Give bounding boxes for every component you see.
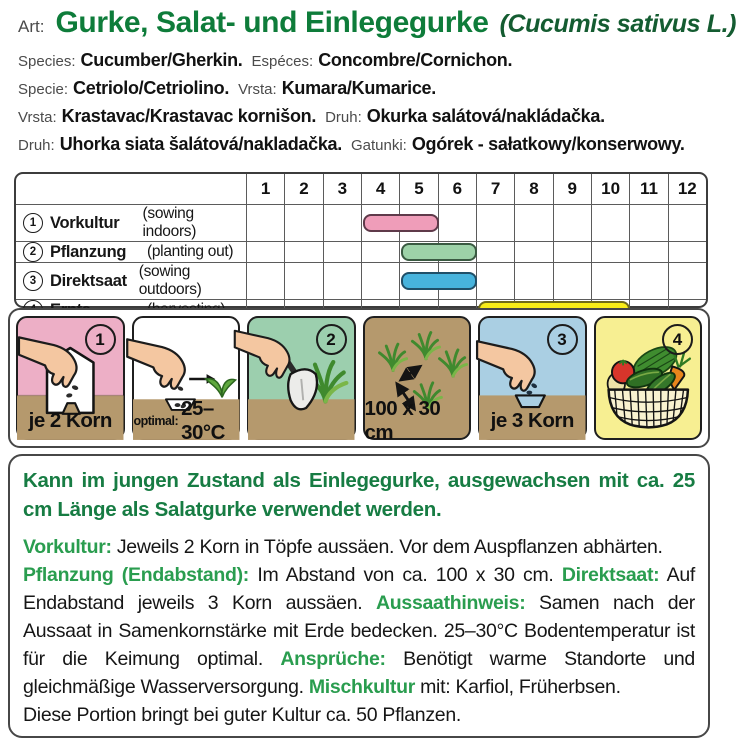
month-cell (553, 205, 591, 241)
species-label: Vrsta: (18, 109, 57, 126)
calendar-header-row (16, 174, 706, 204)
vorkultur-paragraph (23, 533, 695, 561)
main-paragraph (23, 561, 695, 701)
step-number-badge: 3 (547, 324, 578, 355)
row-number-badge: 2 (23, 242, 43, 262)
row-name: Direktsaat (50, 271, 127, 290)
month-cell (323, 263, 361, 299)
month-header-cell: 11 (629, 174, 667, 204)
species-value: Uhorka siata šalátová/nakladačka. (59, 134, 342, 154)
panel-caption (133, 397, 239, 444)
body-text: Samen nach der Aussaat in Samenkornstärke mit Erde bedecken. 25–30°C Bodentemperatur ist für die Keimung optimal. (23, 592, 695, 670)
month-header-cell: 4 (361, 174, 399, 204)
calendar-row-label (16, 242, 246, 262)
species-value: Kumara/Kumarice. (281, 78, 436, 98)
calendar-row-months (246, 205, 706, 241)
month-header-cell: 12 (668, 174, 706, 204)
species-value: Concombre/Cornichon. (318, 50, 513, 70)
month-cell (323, 205, 361, 241)
calendar-row-months (246, 263, 706, 299)
month-cell (476, 263, 514, 299)
month-cell (514, 263, 552, 299)
species-label: Vrsta: (238, 81, 277, 98)
caption-text: 25–30°C (181, 397, 225, 444)
calendar-corner (16, 174, 246, 204)
panel-caption (480, 405, 585, 437)
intro-text: Kann im jungen Zustand als Einlegegurke, ausgewachsen mit ca. 25 cm Länge als Salatgurke verwendet werden. (23, 469, 695, 521)
month-header-cell: 2 (284, 174, 322, 204)
caption-text: 100 x 30 cm (364, 397, 441, 444)
body-text: mit: Karfiol, Früherbsen. (415, 676, 621, 698)
season-bar (401, 272, 477, 290)
species-line (18, 75, 710, 103)
species-value: Ogórek - sałatkowy/konserwowy. (411, 134, 685, 154)
page-title: Gurke, Salat- und Einlegegurke (55, 6, 489, 39)
month-header-cell: 3 (323, 174, 361, 204)
season-bar (401, 243, 477, 261)
keyword-text: Direktsaat: (561, 564, 660, 586)
species-line (18, 47, 710, 75)
month-cell (591, 263, 629, 299)
month-cell (668, 242, 706, 262)
month-header-cell: 1 (246, 174, 284, 204)
month-cell (591, 242, 629, 262)
month-cell (514, 242, 552, 262)
month-header-strip (246, 174, 706, 204)
month-cell (284, 242, 322, 262)
body-text: Im Abstand von ca. 100 x 30 cm. (248, 564, 562, 586)
month-cell (668, 263, 706, 299)
pictogram-panel (132, 316, 241, 444)
month-cell (323, 242, 361, 262)
month-cell (668, 205, 706, 241)
species-lines (18, 47, 710, 159)
species-line (18, 103, 710, 131)
row-number-badge: 1 (23, 213, 43, 233)
calendar-row-label (16, 205, 246, 241)
caption-prefix: optimal: (133, 414, 179, 428)
keyword-text: Mischkultur (308, 676, 415, 698)
species-label: Druh: (18, 137, 55, 154)
pictogram-panel (478, 316, 587, 440)
title-line (18, 6, 736, 40)
step-number-badge: 2 (316, 324, 347, 355)
art-label: Art: (18, 17, 45, 36)
body-text: Benötigt warme Standorte und gleichmäßige Wasserversorgung. (23, 648, 695, 698)
panel-caption (18, 405, 123, 437)
pictogram-strip (8, 308, 710, 448)
step-number-badge: 4 (662, 324, 693, 355)
keyword-text: Ansprüche: (280, 648, 386, 670)
body-text: Jeweils 2 Korn in Töpfe aussäen. Vor dem Auspflanzen abhärten. (111, 536, 663, 558)
calendar-row (16, 204, 706, 241)
row-name: Vorkultur (50, 213, 120, 232)
month-cell (514, 205, 552, 241)
calendar-row (16, 241, 706, 262)
month-cell (361, 263, 399, 299)
pictogram-panel (16, 316, 125, 440)
species-label: Espéces: (251, 53, 314, 70)
calendar-row-label (16, 263, 246, 299)
row-name-en: (planting out) (147, 243, 234, 260)
header (18, 6, 736, 159)
month-cell (629, 242, 667, 262)
keyword-text: Pflanzung (Endabstand): (23, 564, 249, 586)
month-cell (629, 205, 667, 241)
row-name: Pflanzung (50, 242, 127, 261)
keyword-text: Vorkultur: (23, 536, 112, 558)
species-label: Species: (18, 53, 76, 70)
species-value: Krastavac/Krastavac kornišon. (61, 106, 317, 126)
month-cell (438, 205, 476, 241)
row-name-en: (sowing outdoors) (138, 263, 202, 298)
month-cell (553, 242, 591, 262)
month-cell (361, 242, 399, 262)
calendar-row-months (246, 242, 706, 262)
keyword-text: Aussaathinweis: (376, 592, 526, 614)
month-cell (476, 242, 514, 262)
month-cell (591, 205, 629, 241)
month-cell (246, 205, 284, 241)
body-text: Auf Endabstand jeweils 3 Korn aussäen. (23, 564, 695, 614)
month-header-cell: 8 (514, 174, 552, 204)
species-value: Cetriolo/Cetriolino. (73, 78, 230, 98)
row-number-badge: 3 (23, 271, 43, 291)
month-header-cell: 7 (476, 174, 514, 204)
calendar-rows (16, 204, 706, 320)
row-name-en: (sowing indoors) (142, 205, 197, 240)
month-cell (476, 205, 514, 241)
panel-caption (364, 397, 470, 444)
calendar-row (16, 262, 706, 299)
season-bar (363, 214, 439, 232)
month-header-cell: 9 (553, 174, 591, 204)
month-header-cell: 5 (399, 174, 437, 204)
species-label: Druh: (325, 109, 362, 126)
species-label: Gatunki: (350, 137, 407, 154)
caption-text: je 2 Korn (28, 409, 112, 432)
description-box (8, 454, 710, 738)
sowing-calendar (14, 172, 708, 308)
caption-text: je 3 Korn (490, 409, 574, 432)
species-value: Okurka salátová/nakládačka. (366, 106, 605, 126)
species-label: Specie: (18, 81, 69, 98)
month-cell (284, 205, 322, 241)
step-number-badge: 1 (85, 324, 116, 355)
month-cell (246, 263, 284, 299)
month-header-cell: 10 (591, 174, 629, 204)
pictogram-panel (247, 316, 356, 440)
species-line (18, 131, 710, 159)
month-cell (284, 263, 322, 299)
month-cell (629, 263, 667, 299)
pictogram-panel (363, 316, 472, 444)
month-cell (553, 263, 591, 299)
latin-name: (Cucumis sativus L.) (499, 10, 736, 38)
month-cell (246, 242, 284, 262)
month-header-cell: 6 (438, 174, 476, 204)
pictogram-panel (594, 316, 703, 440)
yield-note: Diese Portion bringt bei guter Kultur ca. 50 Pflanzen. (23, 704, 461, 726)
species-value: Cucumber/Gherkin. (80, 50, 243, 70)
